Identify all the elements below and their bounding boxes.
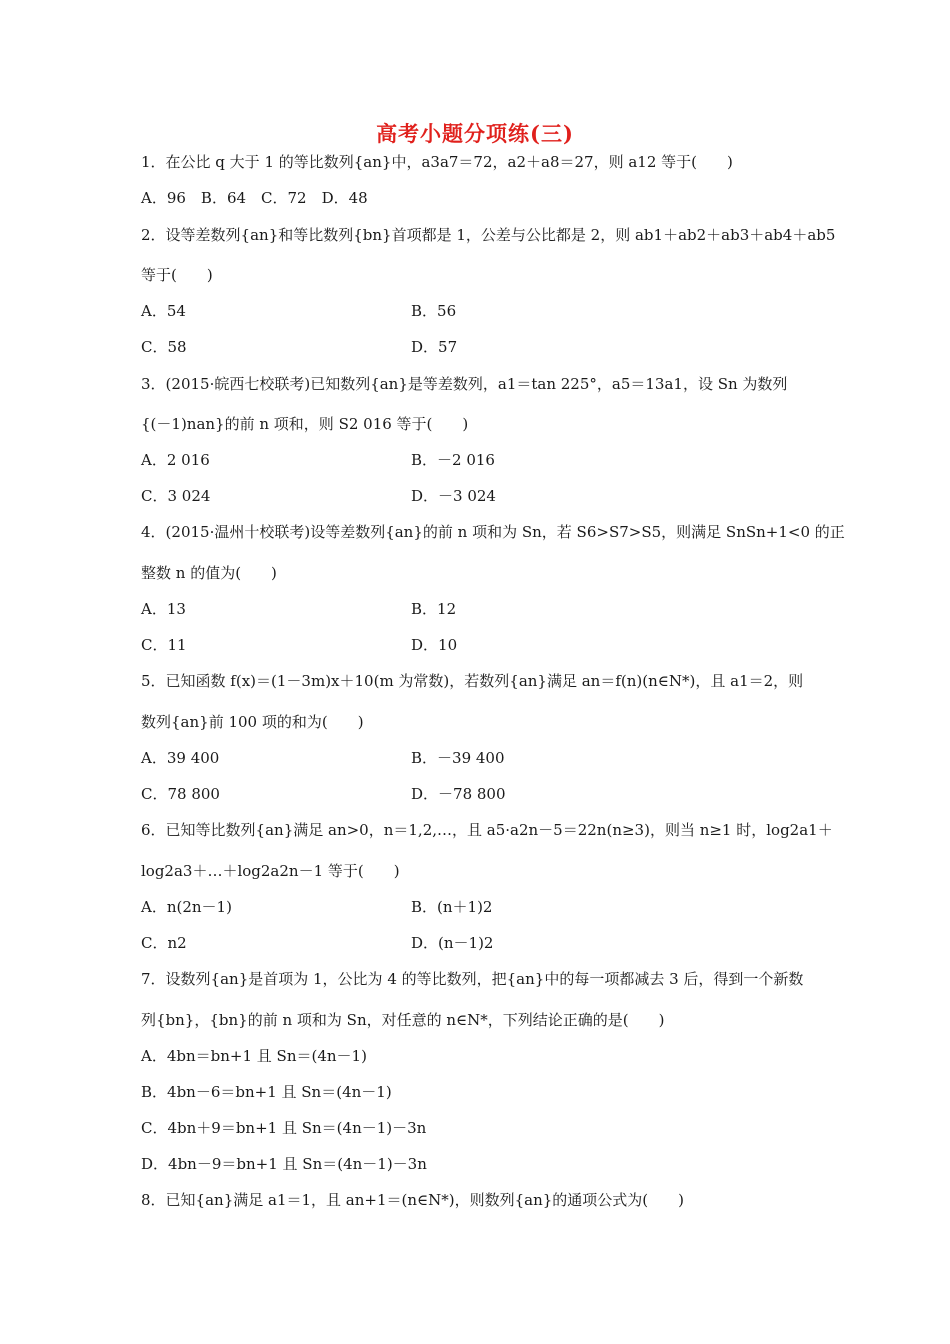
- text-line: 7．设数列{an}是首项为 1，公比为 4 的等比数列，把{an}中的每一项都减去 3 后，得到一个新数: [141, 970, 804, 988]
- text-line: 1．在公比 q 大于 1 的等比数列{an}中，a3a7＝72，a2＋a8＝27，则 a12 等于( ): [141, 153, 733, 171]
- text-line: 整数 n 的值为( ): [141, 564, 277, 582]
- answer-option: B．－39 400: [411, 749, 505, 767]
- answer-option: B．56: [411, 302, 457, 320]
- text-line: B．4bn－6＝bn+1 且 Sn＝(4n－1): [141, 1083, 392, 1101]
- text-line: C．11: [141, 636, 187, 654]
- text-line: A．4bn＝bn+1 且 Sn＝(4n－1): [141, 1047, 367, 1065]
- answer-option: D．10: [411, 636, 458, 654]
- answer-option: B．12: [411, 600, 457, 618]
- answer-option: B．－2 016: [411, 451, 495, 469]
- answer-option: D．－78 800: [411, 785, 506, 803]
- text-line: 列{bn}，{bn}的前 n 项和为 Sn，对任意的 n∈N*，下列结论正确的是( ): [141, 1011, 665, 1029]
- text-line: log2a3＋…＋log2a2n－1 等于( ): [141, 862, 400, 880]
- text-line: A．13: [141, 600, 186, 618]
- text-line: {(－1)nan}的前 n 项和，则 S2 016 等于( ): [141, 415, 469, 433]
- text-line: 6．已知等比数列{an}满足 an>0，n＝1,2,…，且 a5·a2n－5＝22n(n≥3)，则当 n≥1 时，log2a1＋: [141, 821, 833, 839]
- text-line: 2．设等差数列{an}和等比数列{bn}首项都是 1，公差与公比都是 2，则 ab1＋ab2＋ab3＋ab4＋ab5: [141, 226, 836, 244]
- text-line: C．4bn＋9＝bn+1 且 Sn＝(4n－1)－3n: [141, 1119, 427, 1137]
- text-line: C．n2: [141, 934, 187, 952]
- text-line: A．2 016: [141, 451, 210, 469]
- answer-option: D．(n－1)2: [411, 934, 494, 952]
- text-line: A．n(2n－1): [141, 898, 232, 916]
- page-title: 高考小题分项练(三): [376, 121, 574, 146]
- text-line: 5．已知函数 f(x)＝(1－3m)x＋10(m 为常数)，若数列{an}满足 an＝f(n)(n∈N*)，且 a1＝2，则: [141, 672, 804, 690]
- text-line: C．58: [141, 338, 187, 356]
- text-line: C．3 024: [141, 487, 211, 505]
- answer-option: B．(n＋1)2: [411, 898, 493, 916]
- text-line: 等于( ): [141, 266, 213, 284]
- text-line: D．4bn－9＝bn+1 且 Sn＝(4n－1)－3n: [141, 1155, 427, 1173]
- answer-option: D．－3 024: [411, 487, 496, 505]
- text-line: 3．(2015·皖西七校联考)已知数列{an}是等差数列，a1＝tan 225°，a5＝13a1，设 Sn 为数列: [141, 375, 788, 393]
- text-line: A．39 400: [141, 749, 220, 767]
- text-line: 4．(2015·温州十校联考)设等差数列{an}的前 n 项和为 Sn，若 S6>S7>S5，则满足 SnSn+1<0 的正: [141, 523, 845, 541]
- text-line: 8．已知{an}满足 a1＝1，且 an+1＝(n∈N*)，则数列{an}的通项公式为( ): [141, 1191, 685, 1209]
- text-line: A．54: [141, 302, 186, 320]
- text-line: C．78 800: [141, 785, 220, 803]
- answer-option: D．57: [411, 338, 458, 356]
- text-line: A．96 B．64 C．72 D．48: [141, 189, 368, 207]
- text-line: 数列{an}前 100 项的和为( ): [141, 713, 364, 731]
